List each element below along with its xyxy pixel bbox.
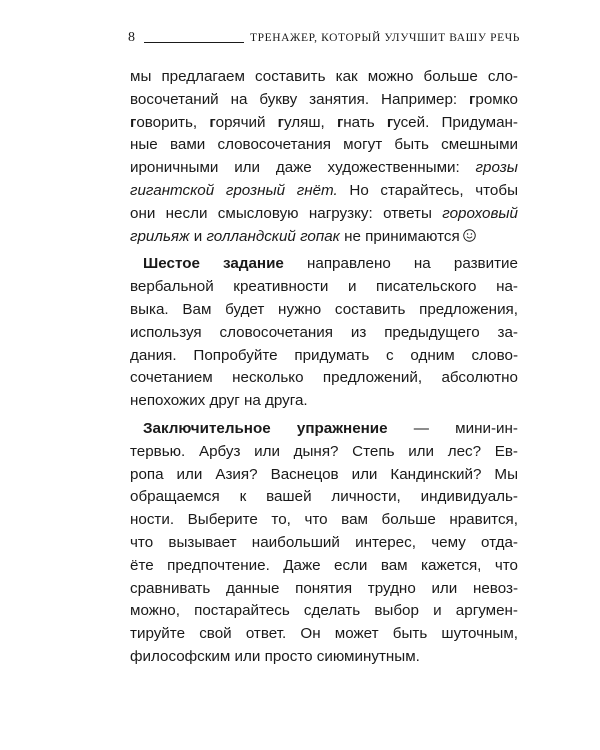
text-line: мы предлагаем составить как можно больше сло- bbox=[130, 68, 518, 85]
running-header bbox=[128, 28, 520, 48]
text-line: выка. Вам будет нужно составить предложения, bbox=[130, 300, 518, 318]
paragraph-1 bbox=[130, 66, 518, 248]
page-number: 8 bbox=[128, 30, 135, 45]
text-line: ропа или Азия? Васнецов или Кандинский? Мы bbox=[130, 465, 518, 483]
text-line: философским или просто сиюминутным. bbox=[130, 647, 420, 665]
text-line: тируйте свой ответ. Он может быть шуточным, bbox=[130, 625, 518, 643]
text-line: можно, постарайтесь сделать выбор и аргумен- bbox=[130, 602, 518, 620]
paragraph-2 bbox=[130, 253, 518, 413]
text-line: Заключительное упражнение — мини-ин- bbox=[143, 419, 518, 437]
text-line: восочетаний на букву занятия. Например: громко bbox=[130, 90, 518, 108]
text-line: используя словосочетания из предыдущего за- bbox=[130, 323, 518, 341]
paragraph-3 bbox=[130, 418, 518, 669]
text-line: обращаемся к вашей личности, индивидуаль- bbox=[130, 488, 518, 506]
text-line: что вызывает наибольший интерес, чему отда- bbox=[130, 533, 518, 551]
header-rule bbox=[144, 33, 244, 43]
text-line: ные вами словосочетания могут быть смешными bbox=[130, 136, 518, 154]
text-line: непохожих друг на друга. bbox=[130, 392, 308, 410]
text-line: ёте предпочтение. Даже если вам кажется, что bbox=[130, 556, 518, 574]
text-line: тервью. Арбуз или дыня? Степь или лес? Ев- bbox=[130, 442, 518, 460]
text-line: вербальной креативности и писательского на- bbox=[130, 278, 518, 296]
text-line: говорить, горячий гуляш, гнать гусей. Придуман- bbox=[130, 113, 518, 131]
text-line: они несли смысловую нагрузку: ответы гороховый bbox=[130, 204, 518, 222]
text-line: сочетанием несколько предложений, абсолютно bbox=[130, 369, 518, 387]
text-line: сравнивать данные понятия трудно или невоз- bbox=[130, 579, 518, 597]
smiley-icon bbox=[463, 229, 476, 242]
text-line: ности. Выберите то, что вам больше нравится, bbox=[130, 511, 518, 529]
running-title: ТРЕНАЖЕР, КОТОРЫЙ УЛУЧШИТ ВАШУ РЕЧЬ bbox=[250, 32, 520, 44]
page-body bbox=[130, 66, 518, 669]
text-line: дания. Попробуйте придумать с одним слово- bbox=[130, 346, 518, 364]
text-line: ироничными или даже художественными: грозы bbox=[130, 159, 518, 177]
text-line: Шестое задание направлено на развитие bbox=[143, 255, 518, 273]
text-line: гигантской грозный гнёт. Но старайтесь, чтобы bbox=[130, 181, 518, 199]
text-line: грильяж и голландский гопак не принимаются bbox=[130, 226, 518, 249]
